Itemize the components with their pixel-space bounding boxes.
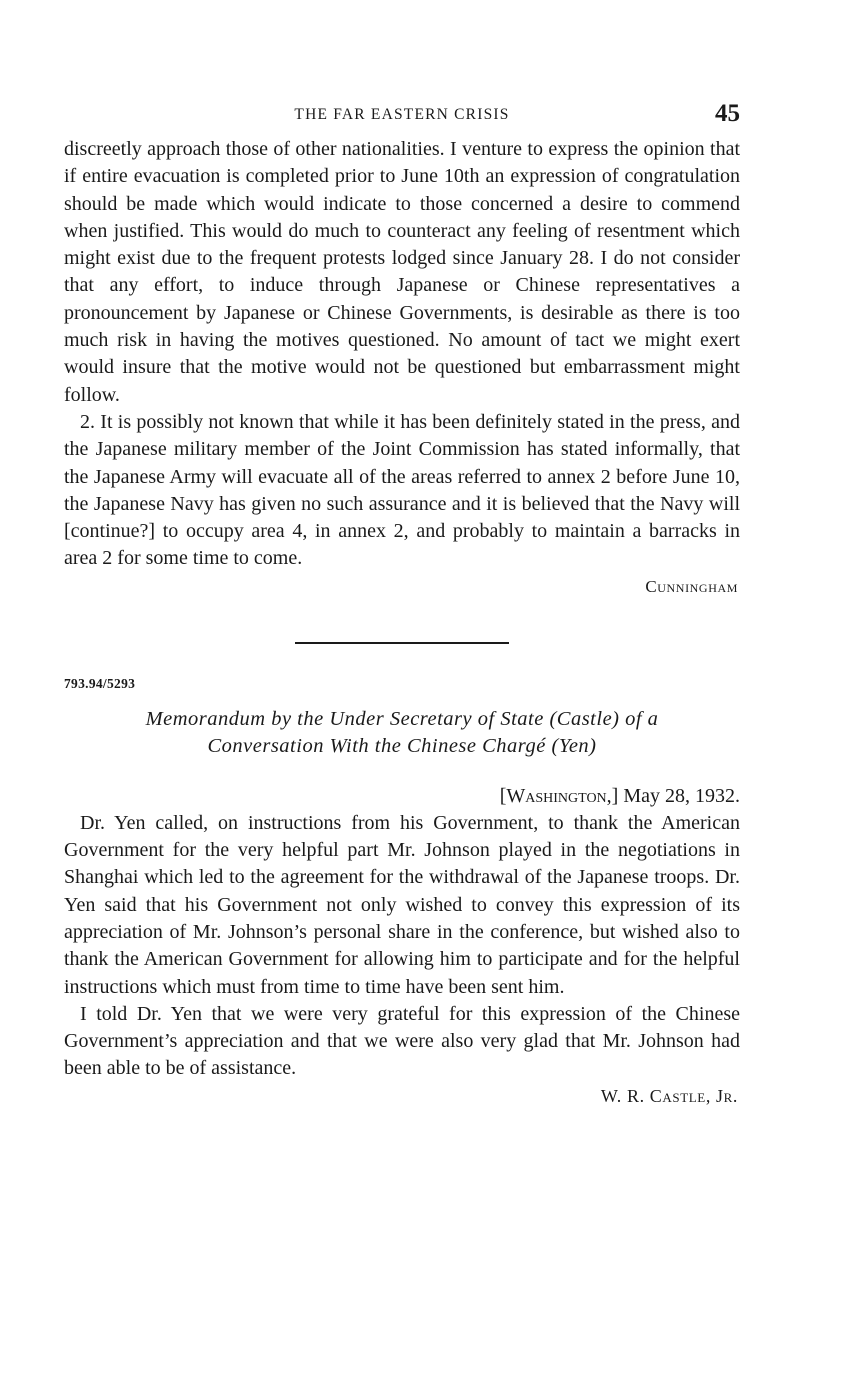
- page-number: 45: [715, 100, 740, 127]
- dateline: [64, 782, 740, 810]
- memorandum-paragraph-1: Dr. Yen called, on instructions from his Government, to thank the American Government for the very helpful part Mr. Johnson played in the negotiations in Shanghai which led to the agreement for the withdrawal of the Japanese troops. Dr. Yen said that his Government not only wished to convey this expression of its appreciation of Mr. Johnson’s personal share in the conference, but wished also to thank the American Government for allowing him to participate and for the helpful instructions which must from time to time have been sent him.: [64, 811, 740, 998]
- dateline-place: [Washington,]: [499, 784, 619, 807]
- dateline-date: May 28, 1932.: [623, 784, 740, 807]
- telegram-section: [64, 136, 740, 600]
- telegram-signature: Cunningham: [645, 576, 738, 596]
- memorandum-paragraph-2: I told Dr. Yen that we were very grateful for this expression of the Chinese Government’s appreciation and that we were also very glad that Mr. Johnson had been able to be of assistance.: [64, 1002, 740, 1080]
- memorandum-section: [64, 676, 740, 1109]
- telegram-paragraph-1: discreetly approach those of other nationalities. I venture to express the opinion that if entire evacuation is completed prior to June 10th an expression of congratulation should be made which would indicate to those concerned a desire to commend when justified. This would do much to counteract any feeling of resentment which might exist due to the frequent protests lodged since January 28. I do not consider that any effort, to induce through Japanese or Chinese representatives a pronouncement by Japanese or Chinese Governments, is desirable as there is too much risk in having the motives questioned. No amount of tact we might exert would insure that the motive would not be questioned but embarrassment might follow.: [64, 138, 740, 406]
- memorandum-signature: W. R. Castle, Jr.: [600, 1085, 738, 1106]
- running-header: [64, 100, 740, 136]
- memorandum-title: [64, 706, 740, 760]
- memorandum-title-line-1: Memorandum by the Under Secretary of State (Castle) of a: [145, 707, 659, 730]
- memorandum-title-line-2: Conversation With the Chinese Chargé (Yen): [207, 734, 597, 757]
- section-divider: [295, 642, 509, 644]
- file-number: 793.94/5293: [64, 675, 136, 691]
- running-title: THE FAR EASTERN CRISIS: [294, 106, 510, 123]
- telegram-paragraph-2: 2. It is possibly not known that while it has been definitely stated in the press, and the Japanese military member of the Joint Commission has stated informally, that the Japanese Army will evacuate all of the areas referred to annex 2 before June 10, the Japanese Navy has given no such assurance and it is believed that the Navy will [continue?] to occupy area 4, in annex 2, and probably to maintain a barracks in area 2 for some time to come.: [64, 410, 740, 570]
- document-page: [64, 100, 740, 1109]
